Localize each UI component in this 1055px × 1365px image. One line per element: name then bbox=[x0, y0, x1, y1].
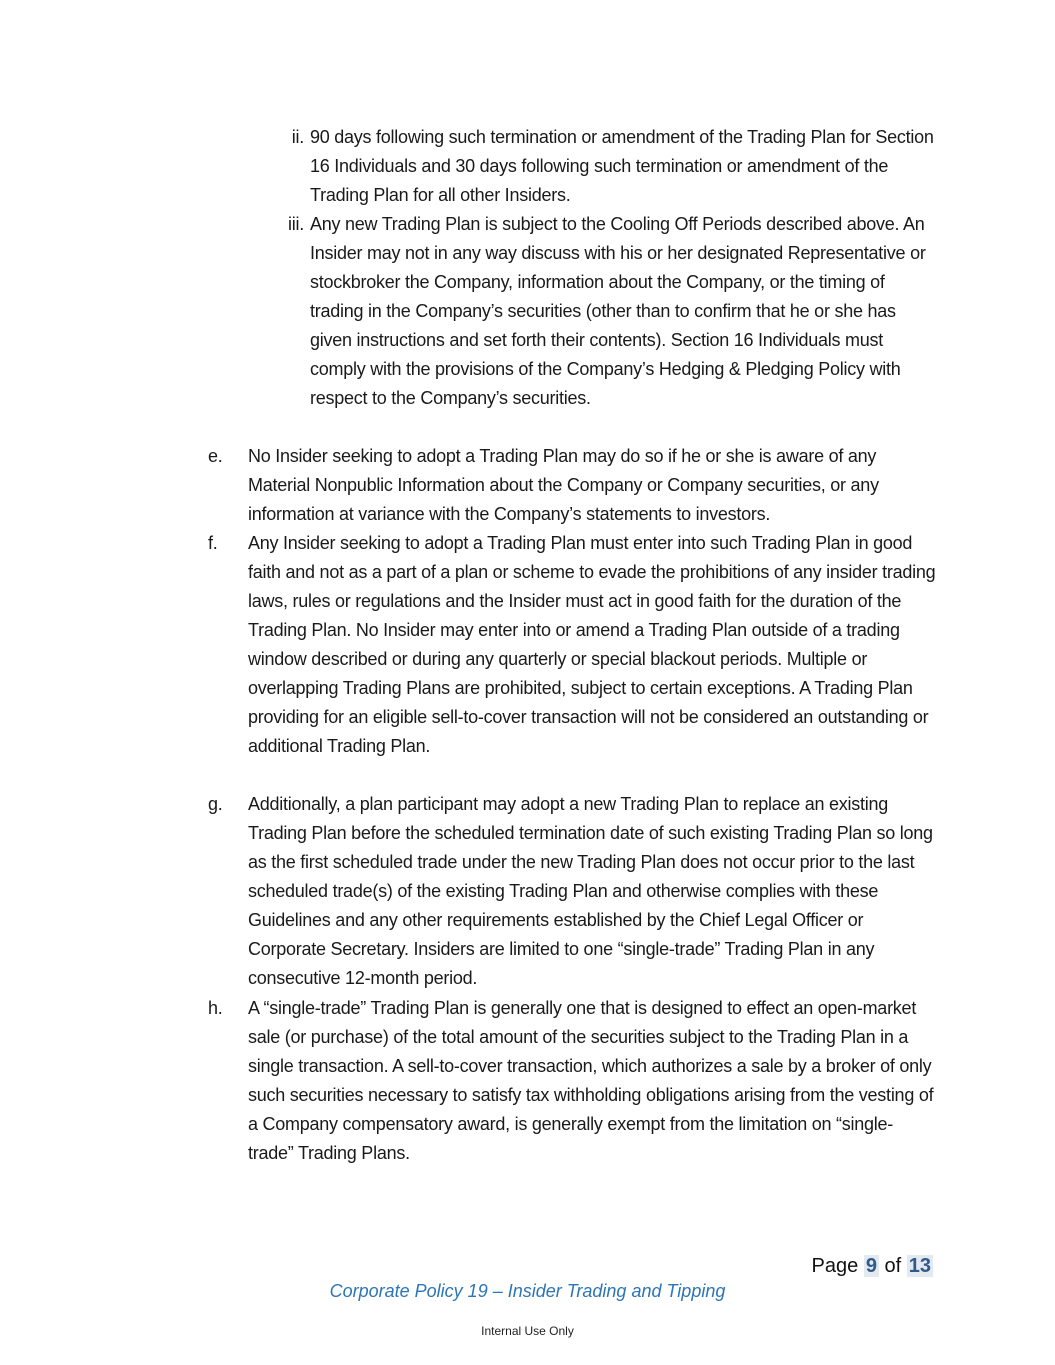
page-of-word: of bbox=[884, 1255, 902, 1277]
list-item-text: Any new Trading Plan is subject to the Cooling Off Periods described above. An Insider may not in any way discuss with his or her designated Representative or stockbroker the Company, information about the Company, or the timing of trading in the Company’s securities (other than to confirm that he or she has given instructions and set forth their contents). Section 16 Individuals must comply with the provisions of the Company’s Hedging & Pledging Policy with respect to the Company’s securities. bbox=[310, 214, 926, 409]
page-number bbox=[812, 1252, 933, 1280]
list-item-text: Additionally, a plan participant may adopt a new Trading Plan to replace an existing Trading Plan before the scheduled termination date of such existing Trading Plan so long as the first scheduled trade under the new Trading Plan does not occur prior to the last scheduled trade(s) of the existing Trading Plan and otherwise complies with these Guidelines and any other requirements established by the Chief Legal Officer or Corporate Secretary. Insiders are limited to one “single-trade” Trading Plan in any consecutive 12-month period. bbox=[248, 794, 933, 989]
list-item-iii bbox=[288, 210, 935, 413]
list-marker: f. bbox=[208, 533, 218, 553]
list-marker: ii. bbox=[291, 127, 304, 147]
list-item-h bbox=[208, 994, 938, 1168]
page-current: 9 bbox=[865, 1255, 877, 1277]
list-item-text: Any Insider seeking to adopt a Trading Plan must enter into such Trading Plan in good faith and not as a part of a plan or scheme to evade the prohibitions of any insider trading laws, rules or regulations and the Insider must act in good faith for the duration of the Trading Plan. No Insider may enter into or amend a Trading Plan outside of a trading window described or during any quarterly or special blackout periods. Multiple or overlapping Trading Plans are prohibited, subject to certain exceptions. A Trading Plan providing for an eligible sell-to-cover transaction will not be considered an outstanding or additional Trading Plan. bbox=[248, 533, 936, 757]
list-marker: g. bbox=[208, 794, 223, 814]
list-item-text: 90 days following such termination or amendment of the Trading Plan for Section 16 Individuals and 30 days following such termination or amendment of the Trading Plan for all other Insiders. bbox=[310, 127, 934, 206]
footer-note: Internal Use Only bbox=[481, 1324, 574, 1338]
list-item-text: No Insider seeking to adopt a Trading Plan may do so if he or she is aware of any Material Nonpublic Information about the Company or Company securities, or any information at variance with the Company’s statements to investors. bbox=[248, 446, 879, 525]
list-item-g bbox=[208, 790, 938, 993]
list-marker: e. bbox=[208, 446, 223, 466]
page-total: 13 bbox=[908, 1255, 931, 1277]
page-word: Page bbox=[811, 1255, 859, 1277]
list-item-f bbox=[208, 529, 938, 761]
list-item-ii bbox=[291, 123, 935, 210]
list-item-text: A “single-trade” Trading Plan is generally one that is designed to effect an open-market sale (or purchase) of the total amount of the securities subject to the Trading Plan in a single transaction. A sell-to-cover transaction, which authorizes a sale by a broker of only such securities necessary to satisfy tax withholding obligations arising from the vesting of a Company compensatory award, is generally exempt from the limitation on “single-trade” Trading Plans. bbox=[248, 998, 934, 1164]
footer-title: Corporate Policy 19 – Insider Trading and Tipping bbox=[329, 1281, 726, 1301]
list-marker: iii. bbox=[288, 214, 304, 234]
list-item-e bbox=[208, 442, 938, 529]
list-marker: h. bbox=[208, 998, 223, 1018]
